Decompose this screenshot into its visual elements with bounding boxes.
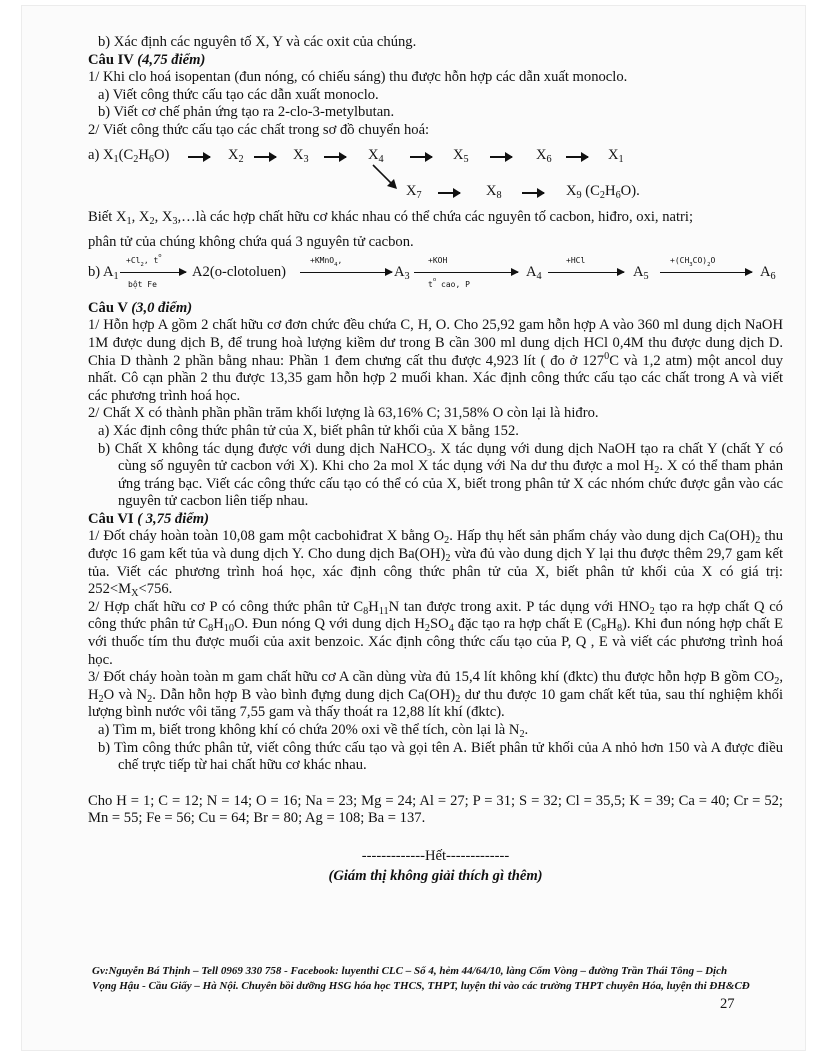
scheme-b-a4: $A_4$ [526, 263, 542, 282]
q3-part-b [88, 34, 783, 52]
q6-part-2: 2/ Hợp chất hữu cơ P có công thức phân tử $C_8H_{11}N$ tan được trong axit. P tác dụng với $HNO_2$ tạo ra hợp chất Q có công thức phân tử $C_8H_{10}O$. Đun nóng Q với dung dịch $H_2SO_4$ đặc tạo ra hợp chất E $(C_8H_8)$. Khi đun nóng hợp chất E với thuốc tím thu được muối của axit benzoic. Xác định công thức cấu tạo của P, Q , E và viết các phương trình hoá học. [88, 598, 783, 668]
end-mark-text: -------------Hết------------- [361, 847, 510, 864]
section-vi-points: ( 3,75 điểm) [137, 510, 209, 527]
q4-part-1b [88, 104, 783, 122]
scheme-a-x1-end: $X_1$ [608, 146, 624, 165]
arrow-x2-x3 [254, 156, 276, 158]
arrow-a1-a2 [120, 272, 186, 273]
q6-part-1: 1/ Đốt cháy hoàn toàn 10,08 gam một cacbohiđrat X bằng $O_2$. Hấp thụ hết sản phẩm cháy vào dung dịch $Ca(OH)_2$ thu được 16 gam kết tủa và dung dịch Y. Cho dung dịch $Ba(OH)_2$ vừa đủ vào dung dịch Y lại thu được thêm 29,7 gam kết tủa. Viết các phương trình hoá học, xác định công thức phân tử của X, biết phân tử khối của X có giá trị: $252<M_X<756$. [88, 528, 783, 600]
q6-part-3: 3/ Đốt cháy hoàn toàn m gam chất hữu cơ A cần dùng vừa đủ 15,4 lít không khí (đktc) thu được hỗn hợp B gồm $CO_2$, $H_2O$ và $N_2$. Dẫn hỗn hợp B vào bình đựng dung dịch $Ca(OH)_2$ dư thu được 10 gam chất kết tủa, sau thí nghiệm khối lượng bình nước vôi tăng 7,55 gam và thấy thoát ra 12,88 lít khí (đktc). [88, 669, 784, 721]
cond-4-top: +HCl [566, 255, 586, 265]
section-heading-v [88, 300, 783, 318]
q4-part-1a-text: a) Viết công thức cấu tạo các dẫn xuất monoclo. [98, 86, 379, 103]
cond-1-bottom: bột Fe [128, 279, 157, 289]
end-mark [88, 848, 783, 866]
cond-3-top: +KOH [428, 255, 448, 265]
q5-part-1: 1/ Hỗn hợp A gồm 2 chất hữu cơ đơn chức đều chứa C, H, O. Cho 25,92 gam hỗn hợp A vào 360 ml dung dịch NaOH 1M được dung dịch B, để trung hoà lượng kiềm dư trong B cần 300 ml dung dịch HCl 0,4M thu được dung dịch D. Chia D thành 2 phần bằng nhau: Phần 1 đem chưng cất thu được 4,923 lít ( đo ở $127^0C$ và 1,2 atm) một ancol duy nhất. Cô cạn phần 2 thu được 13,35 gam hỗn hợp 2 muối khan. Xác định công thức cấu tạo các chất trong A và viết các phương trình hoá học. [88, 317, 783, 404]
q4-note-1: Biết $X_1$, $X_2$, $X_3,\dots là$ các hợp chất hữu cơ khác nhau có thể chứa các nguyên tố cacbon, hiđro, oxi, natri; [88, 208, 694, 227]
page-footer [92, 964, 752, 994]
section-heading-vi [88, 511, 783, 529]
arrow-a3-a4 [414, 272, 518, 273]
q5-part-2a [88, 423, 783, 441]
scheme-a-x7: $X_7$ [406, 182, 422, 201]
scheme-a-x8: $X_8$ [486, 182, 502, 201]
section-iv-title: Câu IV [88, 51, 134, 68]
arrow-x7-x8 [438, 192, 460, 194]
scheme-a-x9: $X_9$ $(C_2H_6O)$. [566, 182, 640, 201]
scheme-a-x5: $X_5$ [453, 146, 469, 165]
scheme-b-a6: $A_6$ [760, 263, 776, 282]
scheme-a-x2: $X_2$ [228, 146, 244, 165]
atomic-masses [88, 793, 783, 828]
atomic-masses-text: Cho H = 1; C = 12; N = 14; O = 16; Na = 23; Mg = 24; Al = 27; P = 31; S = 32; Cl = 35,5; K = 39; Ca = 40; Cr = 52; Mn = 55; Fe = 56; Cu = 64; Br = 80; Ag = 108; Ba = 137. [88, 792, 783, 827]
q6-part-3b [88, 740, 783, 775]
scheme-a-x1: a) $X_1(C_2H_6O)$ [88, 146, 170, 165]
q4-part-1-text: 1/ Khi clo hoá isopentan (đun nóng, có chiếu sáng) thu được hỗn hợp các dẫn xuất monoclo. [88, 69, 628, 86]
end-note-text: (Giám thị không giải thích gì thêm) [328, 867, 543, 884]
arrow-a2-a3 [300, 272, 392, 273]
scheme-a-x6: $X_6$ [536, 146, 552, 165]
arrow-x6-x1 [566, 156, 588, 158]
section-vi-title: Câu VI [88, 510, 134, 527]
scheme-b-a5: $A_5$ [633, 263, 649, 282]
reaction-scheme-a [88, 145, 783, 203]
q6-part-3b-text: b) Tìm công thức phân tử, viết công thức cấu tạo và gọi tên A. Biết phân tử khối của A nhỏ hơn 150 và A được điều chế trực tiếp từ hai chất hữu cơ khác nhau. [98, 739, 783, 774]
q5-part-2a-text: a) Xác định công thức phân tử của X, biết phân tử khối của X bằng 152. [98, 422, 519, 439]
page-number: 27 [720, 996, 735, 1012]
section-v-title: Câu V [88, 299, 128, 316]
cond-2-top: +KMnO$_4$, [310, 255, 343, 268]
q3-part-b-text: b) Xác định các nguyên tố X, Y và các oxit của chúng. [98, 34, 417, 50]
scheme-a-x4: $X_4$ [368, 146, 384, 165]
document-body [88, 34, 783, 885]
q5-part-2 [88, 405, 783, 423]
arrow-x3-x4 [324, 156, 346, 158]
scheme-b-a3: $A_3$ [394, 263, 410, 282]
cond-3-bottom: $t^o$ cao, P [428, 276, 470, 289]
scheme-a-x3: $X_3$ [293, 146, 309, 165]
cond-1-top: $+Cl_2$, $t^o$ [126, 252, 162, 268]
reaction-scheme-b [88, 252, 783, 294]
arrow-x4-x5 [410, 156, 432, 158]
cond-5-top: $+(CH_3CO)_2O$ [670, 255, 716, 268]
arrow-a4-a5 [548, 272, 624, 273]
q4-part-1 [88, 69, 783, 87]
end-note [88, 868, 783, 886]
q4-part-2 [88, 122, 783, 140]
scheme-b-a2: A2(o-clotoluen) [192, 263, 287, 280]
arrow-x5-x6 [490, 156, 512, 158]
q4-note-2-text: phân tử của chúng không chứa quá 3 nguyên tử cacbon. [88, 234, 414, 251]
section-iv-points: (4,75 điểm) [137, 51, 206, 68]
scheme-b-a1: b) $A_1$ [88, 263, 119, 282]
arrow-a5-a6 [660, 272, 752, 273]
q4-note-2 [88, 234, 783, 252]
arrow-x1-x2 [188, 156, 210, 158]
q4-part-1a [88, 87, 783, 105]
q4-part-2-text: 2/ Viết công thức cấu tạo các chất trong sơ đồ chuyển hoá: [88, 121, 430, 138]
arrow-x8-x9 [522, 192, 544, 194]
footer-text: Gv:Nguyễn Bá Thịnh – Tell 0969 330 758 - Facebook: luyenthi CLC – Số 4, hẻm 44/64/10, làng Cốm Vòng – đường Trần Thái Tông – Dịch Vọng Hậu - Cầu Giấy – Hà Nội. Chuyên bồi dưỡng HSG hóa học THCS, THPT, luyện thi vào các trường THPT chuyên Hóa, luyện thi ĐH&CĐ [92, 965, 750, 992]
section-v-points: (3,0 điểm) [131, 299, 193, 316]
arrow-x4-x7 [371, 163, 401, 191]
q4-part-1b-text: b) Viết cơ chế phản ứng tạo ra 2-clo-3-metylbutan. [98, 104, 395, 121]
q5-part-2b: b) Chất X không tác dụng được với dung dịch NaHCO$_3$. X tác dụng với dung dịch NaOH tạo ra chất Y (chất Y có cùng số nguyên tử cacbon với X). Khi cho 2a mol X tác dụng với Na dư thu được a mol $H_2$. X có thể tham phản ứng tráng bạc. Viết các công thức cấu tạo có thể có của X, biết trong phân tử X các nhóm chức được gắn vào các nguyên tử cacbon liên tiếp nhau. [98, 440, 783, 510]
q6-part-3a: a) Tìm m, biết trong không khí có chứa 20% oxi về thể tích, còn lại là $N_2$. [98, 722, 529, 740]
section-heading-iv [88, 52, 783, 70]
q5-part-2-text: 2/ Chất X có thành phần phần trăm khối lượng là 63,16% C; 31,58% O còn lại là hiđro. [88, 405, 599, 422]
